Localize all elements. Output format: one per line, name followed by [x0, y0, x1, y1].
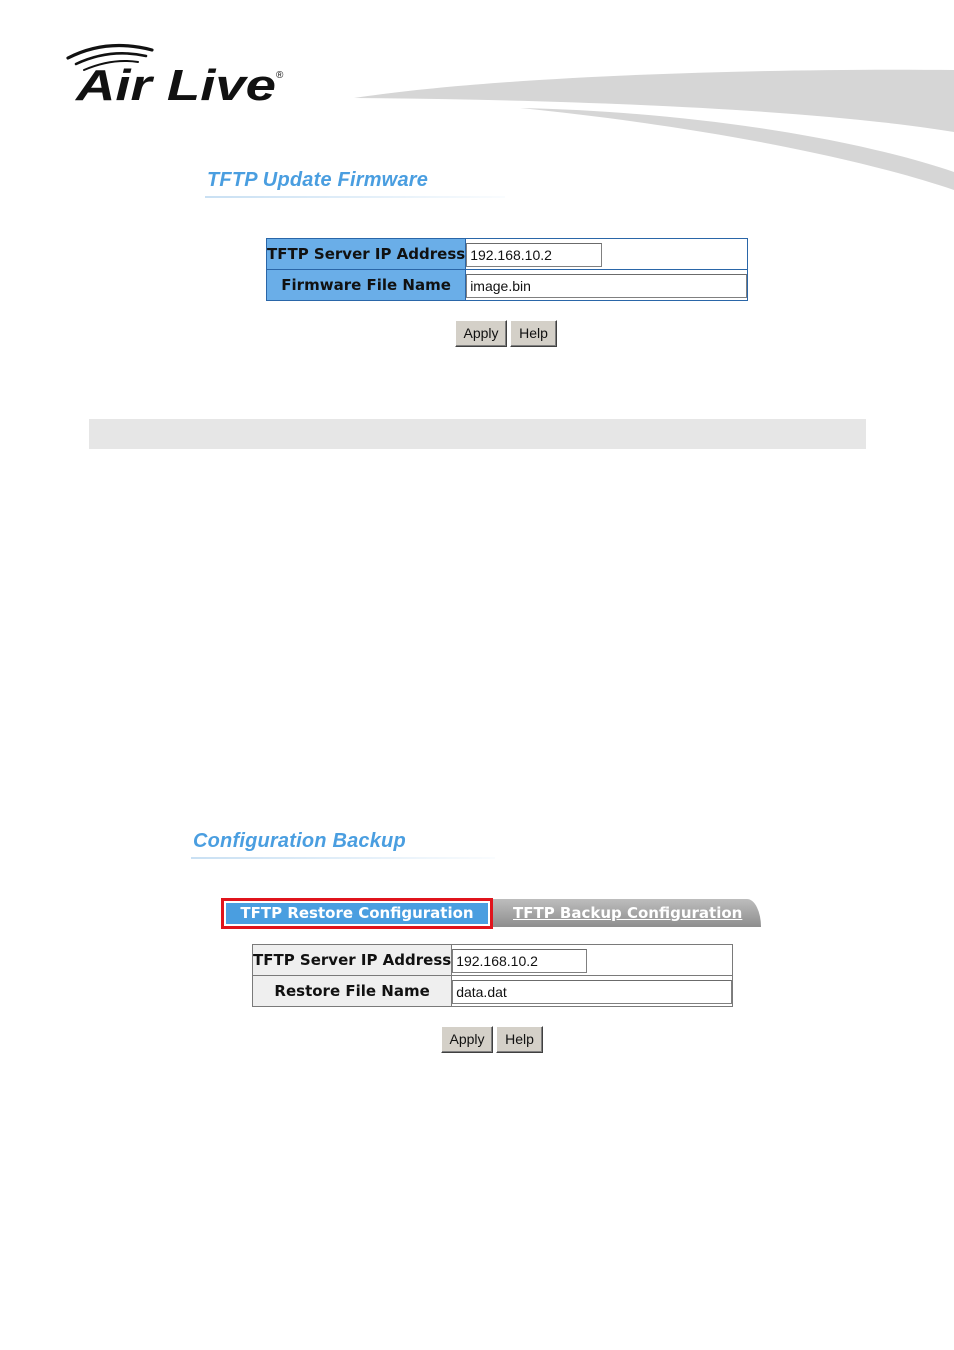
tab-tftp-restore-label: TFTP Restore Configuration — [226, 903, 488, 924]
config-file-name-cell — [452, 976, 733, 1007]
firmware-server-ip-input[interactable]: 192.168.10.2 — [466, 243, 602, 267]
config-file-name-input[interactable]: data.dat — [452, 980, 732, 1004]
config-row-file-name — [253, 976, 733, 1007]
tab-tftp-backup-label: TFTP Backup Configuration — [513, 904, 743, 922]
firmware-file-name-input[interactable]: image.bin — [466, 274, 747, 298]
config-help-button[interactable]: Help — [496, 1026, 543, 1053]
firmware-row-server-ip — [267, 239, 748, 270]
header-swoosh-decoration — [340, 60, 954, 190]
config-row-server-ip — [253, 945, 733, 976]
firmware-section-title: TFTP Update Firmware — [207, 169, 429, 191]
firmware-row-file-name — [267, 270, 748, 301]
registered-mark: ® — [276, 70, 284, 81]
tab-tftp-restore-configuration[interactable] — [221, 898, 493, 929]
firmware-form-table — [266, 238, 748, 301]
firmware-file-name-label: Firmware File Name — [267, 270, 466, 301]
section-divider-bar — [89, 419, 866, 449]
tab-tftp-backup-configuration[interactable] — [493, 899, 761, 927]
firmware-server-ip-label: TFTP Server IP Address — [267, 239, 466, 270]
config-server-ip-input[interactable]: 192.168.10.2 — [452, 949, 587, 973]
firmware-apply-button[interactable]: Apply — [455, 320, 507, 347]
config-server-ip-cell — [452, 945, 733, 976]
firmware-file-name-cell — [466, 270, 748, 301]
config-section-title: Configuration Backup — [193, 830, 406, 852]
firmware-server-ip-cell — [466, 239, 748, 270]
firmware-title-underline — [205, 196, 505, 198]
config-apply-button[interactable]: Apply — [441, 1026, 493, 1053]
config-server-ip-label: TFTP Server IP Address — [253, 945, 452, 976]
config-file-name-label: Restore File Name — [253, 976, 452, 1007]
config-title-underline — [191, 857, 495, 859]
logo-wordmark: Air Live — [74, 61, 276, 110]
firmware-help-button[interactable]: Help — [510, 320, 557, 347]
airlive-logo — [62, 40, 292, 110]
config-form-table — [252, 944, 733, 1007]
